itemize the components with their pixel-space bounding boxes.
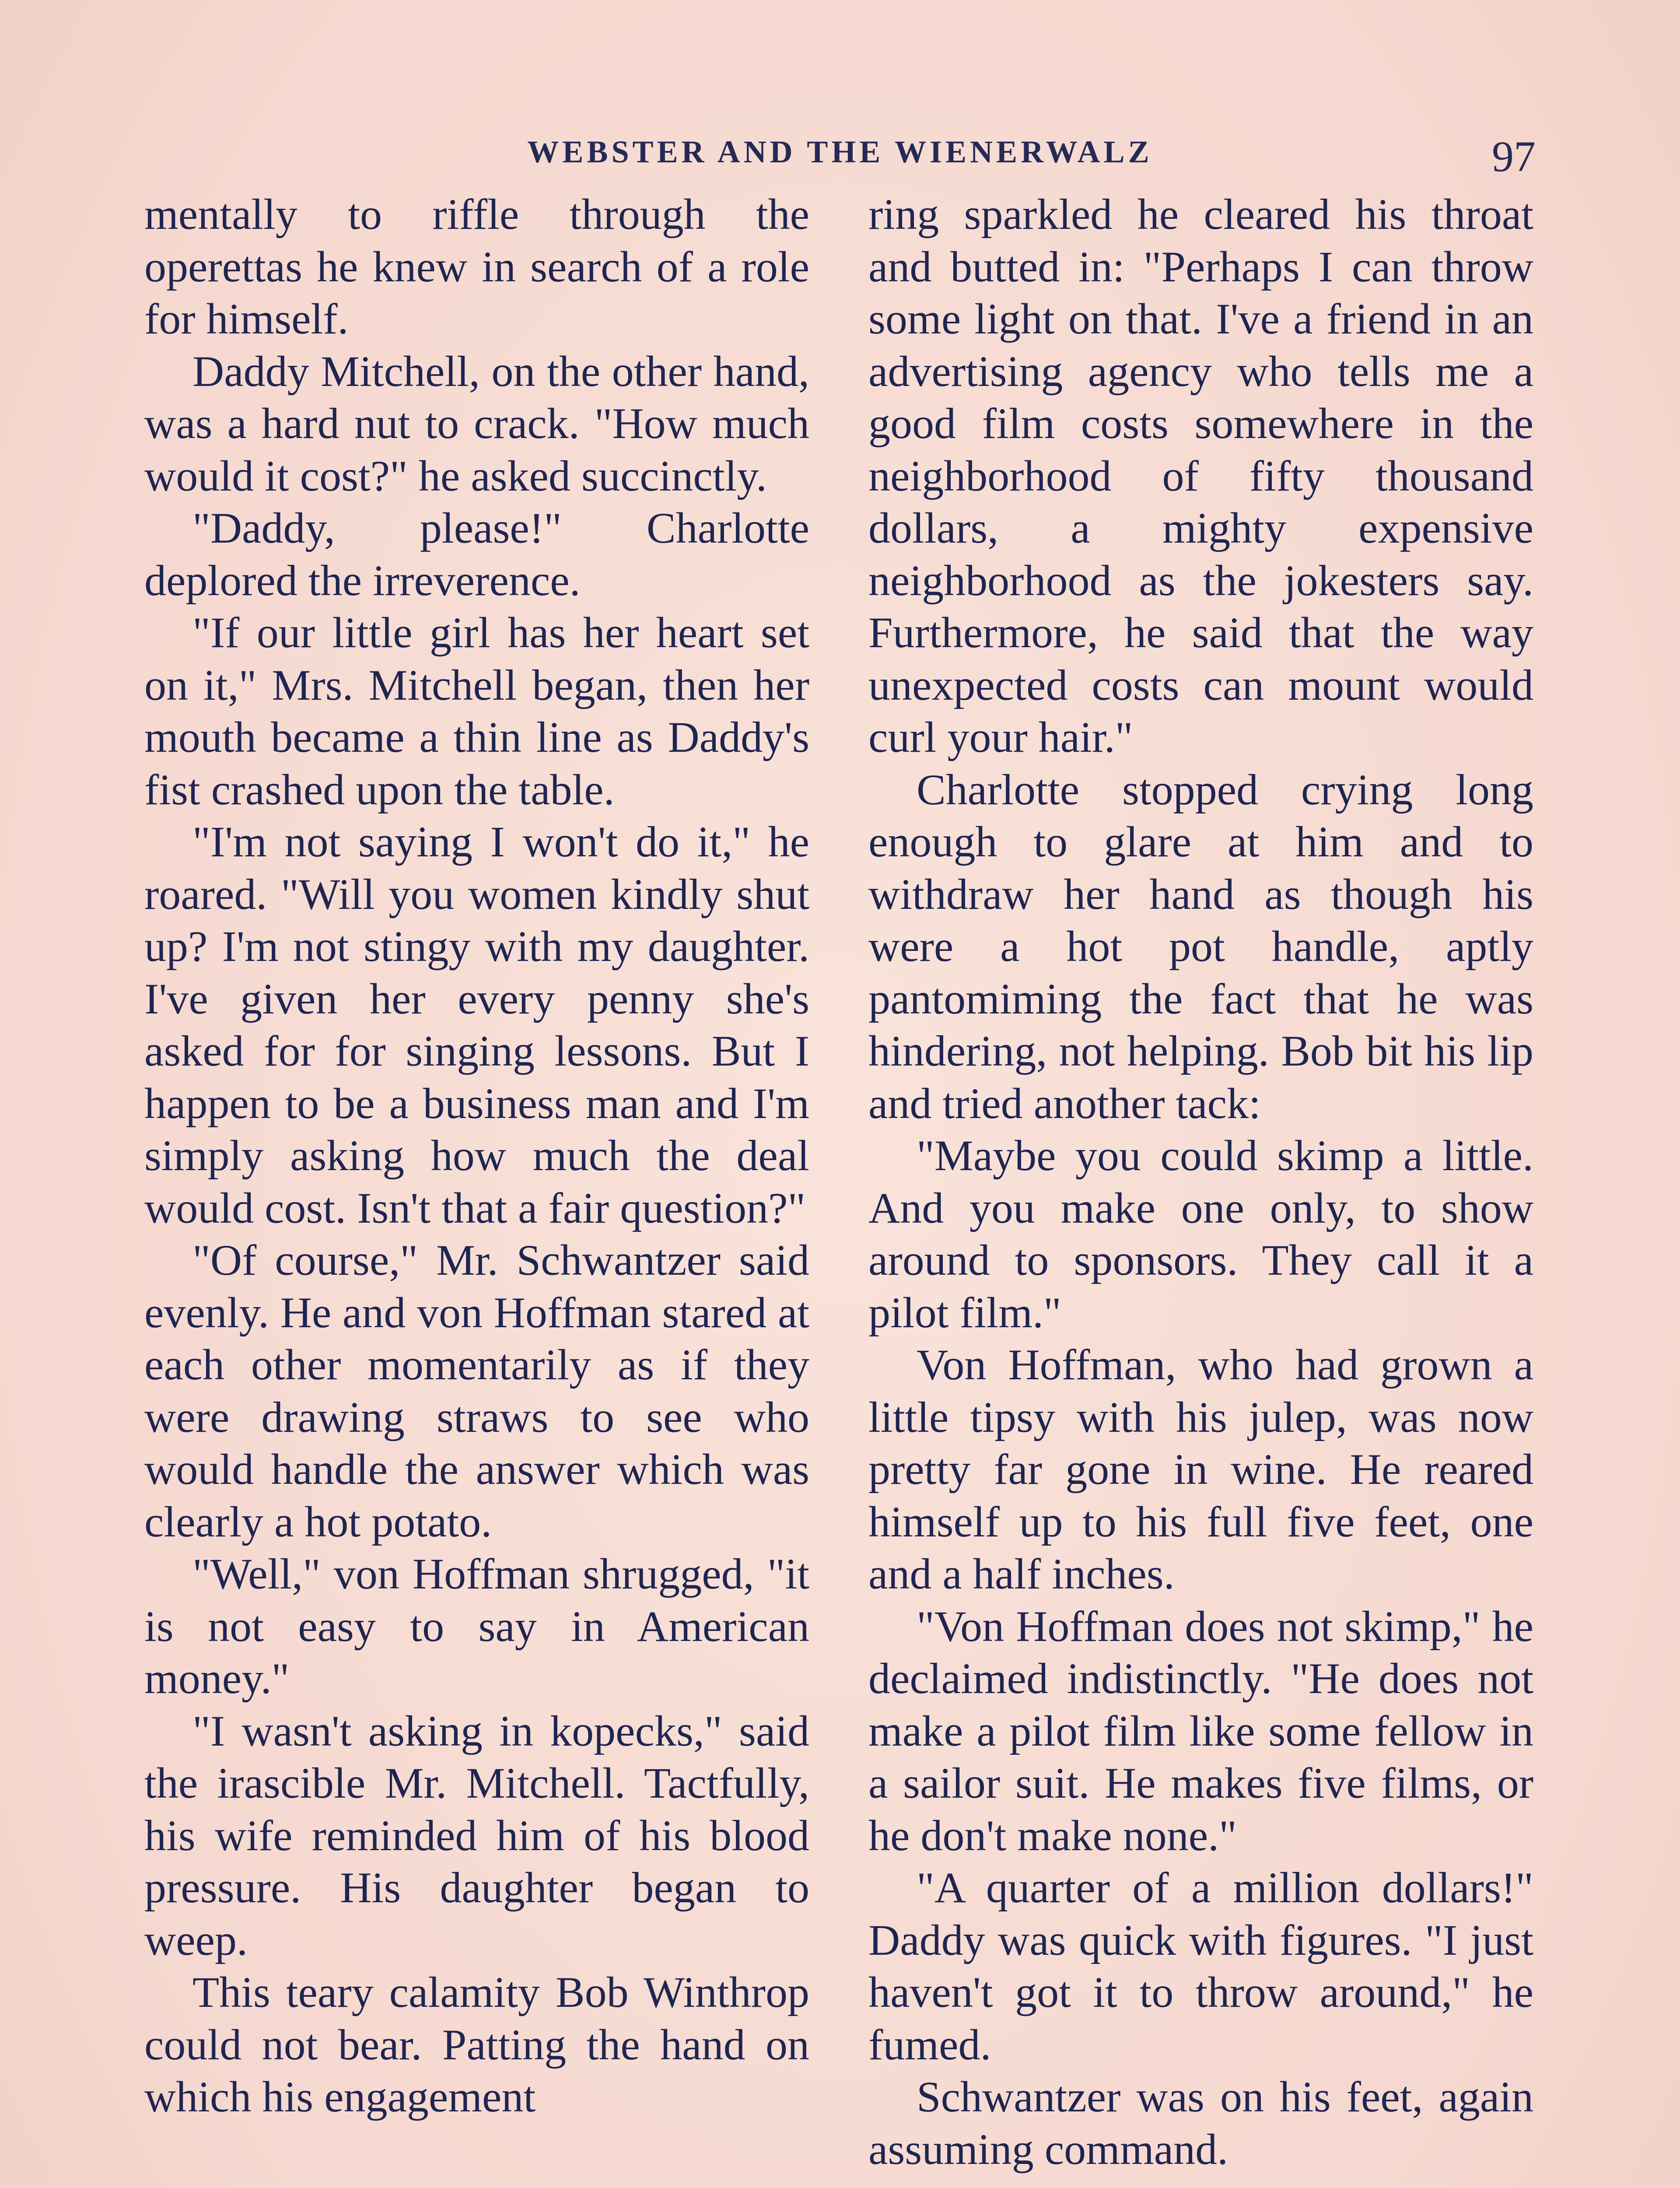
paragraph: Von Hoffman, who had grown a little tipsy with his julep, was now pretty far gone in wine. He reared himself up to his full five feet, one and a half inches. — [868, 1340, 1533, 1598]
paragraph: Daddy Mitchell, on the other hand, was a hard nut to crack. "How much would it cost?" he asked succinctly. — [144, 347, 809, 500]
page-number: 97 — [1492, 132, 1536, 181]
paragraph: Charlotte stopped crying long enough to glare at him and to withdraw her hand as though his were a hot pot handle, aptly pantomiming the fact that he was hindering, not helping. Bob bit his lip and tried another tack: — [868, 765, 1533, 1128]
paragraph: "I wasn't asking in kopecks," said the irascible Mr. Mitchell. Tactfully, his wife reminded him of his blood pressure. His daughter began to weep. — [144, 1706, 809, 1964]
paragraph: This teary calamity Bob Winthrop could not bear. Patting the hand on which his engagement — [144, 1968, 809, 2121]
paragraph: "Well," von Hoffman shrugged, "it is not easy to say in American money." — [144, 1550, 809, 1703]
paragraph: "If our little girl has her heart set on it," Mrs. Mitchell began, then her mouth became a thin line as Daddy's fist crashed upon the table. — [144, 608, 809, 814]
paragraph: Schwantzer was on his feet, again assuming command. — [868, 2072, 1533, 2174]
paragraph: ring sparkled he cleared his throat and butted in: "Perhaps I can throw some light on that. I've a friend in an advertising agency who tells me a good film costs somewhere in the neighborhood of fifty thousand dollars, a mighty expensive neighborhood as the jokesters say. Furthermore, he said that the way unexpected costs can mount would curl your hair." — [868, 190, 1533, 761]
paragraph: mentally to riffle through the operettas he knew in search of a role for himself. — [144, 190, 809, 343]
paragraph: "Of course," Mr. Schwantzer said evenly. He and von Hoffman stared at each other momentarily as if they were drawing straws to see who would handle the answer which was clearly a hot potato. — [144, 1236, 809, 1546]
paragraph: "I'm not saying I won't do it," he roared. "Will you women kindly shut up? I'm not stingy with my daughter. I've given her every penny she's asked for for singing lessons. But I happen to be a business man and I'm simply asking how much the deal would cost. Isn't that a fair question?" — [144, 817, 809, 1232]
running-title: WEBSTER AND THE WIENERWALZ — [527, 134, 1153, 169]
paragraph: "Daddy, please!" Charlotte deplored the irreverence. — [144, 504, 809, 605]
paragraph: "A quarter of a million dollars!" Daddy was quick with figures. "I just haven't got it to throw around," he fumed. — [868, 1863, 1533, 2069]
running-head — [144, 131, 1536, 179]
paragraph: "Maybe you could skimp a little. And you make one only, to show around to sponsors. They call it a pilot film." — [868, 1131, 1533, 1337]
paragraph: "Von Hoffman does not skimp," he declaimed indistinctly. "He does not make a pilot film like some fellow in a sailor suit. He makes five films, or he don't make none." — [868, 1602, 1533, 1860]
left-column — [144, 188, 809, 2123]
right-column — [868, 188, 1533, 2175]
